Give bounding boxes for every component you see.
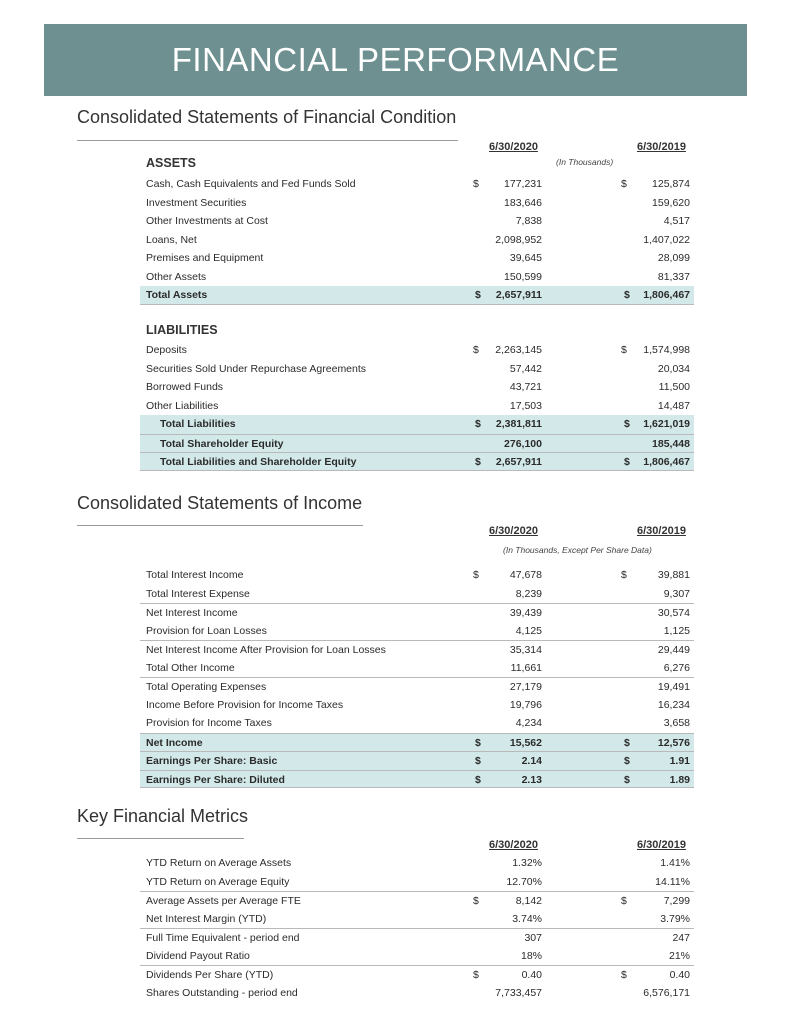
row-label: Earnings Per Share: Basic: [146, 755, 278, 767]
row-label: Shares Outstanding - period end: [146, 986, 298, 999]
column-header-2019: 6/30/2019: [637, 141, 686, 153]
table-row: [140, 622, 694, 641]
value-2020: 0.40: [521, 969, 542, 981]
row-label: Average Assets per Average FTE: [146, 895, 301, 907]
value-2020: 18%: [520, 949, 542, 962]
value-2020: 8,142: [515, 895, 542, 907]
value-2019: 16,234: [657, 698, 690, 711]
row-label: YTD Return on Average Assets: [146, 857, 292, 869]
row-label: Total Shareholder Equity: [160, 437, 284, 450]
table-row: [140, 947, 694, 966]
value-2020: 307: [524, 932, 542, 944]
value-2019: 6,576,171: [643, 986, 690, 999]
row-label: Total Other Income: [146, 661, 235, 674]
table-row: [140, 585, 694, 604]
currency-symbol: $: [475, 418, 481, 430]
assets-table: [140, 175, 694, 305]
table-row: [140, 341, 694, 360]
table-row: [140, 194, 694, 213]
value-2020: 7,838: [515, 215, 542, 227]
value-2020: 2.13: [521, 773, 542, 786]
table-row: [140, 965, 694, 984]
value-2019: 1,806,467: [643, 456, 690, 468]
value-2020: 1.32%: [512, 857, 542, 869]
currency-symbol: $: [475, 456, 481, 468]
value-2019: 185,448: [652, 437, 690, 450]
row-label: Other Liabilities: [146, 399, 219, 412]
value-2019: 1,574,998: [643, 344, 690, 356]
value-2020: 150,599: [504, 270, 542, 283]
row-label: Investment Securities: [146, 196, 247, 209]
value-2020: 3.74%: [512, 912, 542, 925]
section-divider: [77, 525, 363, 526]
table-row: [140, 397, 694, 416]
row-label: Full Time Equivalent - period end: [146, 932, 300, 944]
value-2019: 9,307: [663, 587, 690, 600]
table-row: [140, 910, 694, 929]
value-2019: 6,276: [663, 661, 690, 674]
currency-symbol: $: [624, 418, 630, 430]
table-row: [140, 659, 694, 678]
value-2020: 177,231: [504, 178, 542, 190]
value-2019: 4,517: [663, 215, 690, 227]
row-label: Other Investments at Cost: [146, 215, 268, 227]
section-divider: [77, 140, 458, 141]
row-label: Income Before Provision for Income Taxes: [146, 698, 344, 711]
currency-symbol: $: [473, 569, 479, 581]
value-2019: 3.79%: [660, 912, 690, 925]
value-2019: 1,621,019: [643, 418, 690, 430]
table-row: [140, 696, 694, 715]
row-label: Total Liabilities and Shareholder Equity: [160, 456, 357, 468]
row-label: Other Assets: [146, 270, 207, 283]
value-2019: 12,576: [657, 736, 690, 749]
total-row: [140, 770, 694, 789]
currency-symbol: $: [621, 969, 627, 981]
row-label: Total Liabilities: [160, 418, 236, 430]
row-label: Net Interest Margin (YTD): [146, 912, 267, 925]
value-2020: 39,439: [509, 607, 542, 619]
value-2020: 15,562: [509, 736, 542, 749]
table-row: [140, 175, 694, 194]
units-note: (In Thousands): [556, 157, 614, 167]
column-header-2020: 6/30/2020: [489, 839, 538, 851]
currency-symbol: $: [624, 456, 630, 468]
value-2020: 8,239: [515, 587, 542, 600]
currency-symbol: $: [475, 755, 481, 767]
currency-symbol: $: [624, 289, 630, 301]
row-label: Total Interest Income: [146, 569, 244, 581]
value-2020: 27,179: [509, 681, 542, 693]
table-row: [140, 873, 694, 892]
page-title: FINANCIAL PERFORMANCE: [171, 41, 620, 78]
row-label: Cash, Cash Equivalents and Fed Funds Sold: [146, 178, 356, 190]
total-row: [140, 415, 694, 434]
value-2020: 4,234: [515, 717, 542, 729]
currency-symbol: $: [624, 773, 630, 786]
row-label: Borrowed Funds: [146, 381, 224, 393]
value-2020: 2,657,911: [495, 289, 542, 301]
metrics-table: [140, 854, 694, 1002]
value-2019: 30,574: [657, 607, 690, 619]
value-2019: 1,806,467: [643, 289, 690, 301]
currency-symbol: $: [475, 773, 481, 786]
value-2020: 2,098,952: [495, 233, 542, 246]
value-2020: 12.70%: [506, 875, 542, 888]
table-row: [140, 854, 694, 873]
value-2019: 0.40: [669, 969, 690, 981]
value-2019: 1.89: [669, 773, 690, 786]
value-2020: 2,657,911: [495, 456, 542, 468]
row-label: Provision for Income Taxes: [146, 717, 272, 729]
currency-symbol: $: [621, 178, 627, 190]
table-row: [140, 249, 694, 268]
currency-symbol: $: [475, 736, 481, 749]
value-2019: 7,299: [663, 895, 690, 907]
table-row: [140, 984, 694, 1003]
value-2019: 1,407,022: [643, 233, 690, 246]
value-2020: 19,796: [509, 698, 542, 711]
income-table: [140, 566, 694, 788]
value-2020: 11,661: [510, 661, 542, 674]
total-row: [140, 452, 694, 471]
currency-symbol: $: [624, 755, 630, 767]
row-label: Net Interest Income: [146, 607, 238, 619]
value-2019: 29,449: [657, 644, 690, 656]
table-row: [140, 378, 694, 397]
row-label: Loans, Net: [146, 233, 197, 246]
section-divider: [77, 838, 244, 839]
row-label: Securities Sold Under Repurchase Agreements: [146, 362, 367, 375]
table-row: [140, 640, 694, 659]
value-2019: 20,034: [657, 362, 690, 375]
currency-symbol: $: [621, 895, 627, 907]
metrics-section-title: Key Financial Metrics: [77, 806, 249, 826]
row-label: Deposits: [146, 344, 187, 356]
value-2019: 159,620: [652, 196, 690, 209]
column-header-2019: 6/30/2019: [637, 839, 686, 851]
value-2020: 2.14: [521, 755, 542, 767]
row-label: Total Operating Expenses: [146, 681, 267, 693]
row-label: Net Interest Income After Provision for Loan Losses: [146, 644, 386, 656]
value-2019: 125,874: [652, 178, 690, 190]
value-2019: 1.41%: [660, 857, 690, 869]
table-row: [140, 212, 694, 231]
row-label: YTD Return on Average Equity: [146, 875, 290, 888]
assets-heading: ASSETS: [146, 156, 197, 170]
currency-symbol: $: [624, 736, 630, 749]
table-row: [140, 360, 694, 379]
value-2019: 1.91: [669, 755, 690, 767]
value-2020: 35,314: [509, 644, 542, 656]
row-label: Total Interest Expense: [146, 587, 250, 600]
value-2020: 276,100: [504, 437, 542, 450]
value-2020: 57,442: [509, 362, 542, 375]
total-row: [140, 751, 694, 770]
value-2019: 14,487: [657, 399, 690, 412]
value-2019: 11,500: [658, 381, 690, 393]
header-banner: [44, 24, 747, 96]
value-2019: 1,125: [663, 624, 690, 637]
table-row: [140, 714, 694, 733]
table-row: [140, 677, 694, 696]
value-2019: 19,491: [657, 681, 690, 693]
value-2019: 247: [672, 932, 690, 944]
row-label: Dividend Payout Ratio: [146, 949, 250, 962]
row-label: Premises and Equipment: [146, 252, 264, 264]
table-row: [140, 268, 694, 287]
currency-symbol: $: [621, 569, 627, 581]
currency-symbol: $: [473, 178, 479, 190]
row-label: Dividends Per Share (YTD): [146, 969, 274, 981]
currency-symbol: $: [475, 289, 481, 301]
value-2020: 2,381,811: [495, 418, 542, 430]
column-header-2020: 6/30/2020: [489, 141, 538, 153]
table-row: [140, 231, 694, 250]
table-row: [140, 891, 694, 910]
table-row: [140, 566, 694, 585]
total-row: [140, 286, 694, 305]
column-header-2019: 6/30/2019: [637, 525, 686, 537]
row-label: Total Assets: [146, 289, 208, 301]
currency-symbol: $: [473, 969, 479, 981]
value-2020: 183,646: [504, 196, 542, 209]
value-2020: 17,503: [509, 399, 542, 412]
value-2019: 28,099: [657, 252, 690, 264]
table-row: [140, 928, 694, 947]
liabilities-heading: LIABILITIES: [146, 323, 218, 337]
total-row: [140, 733, 694, 752]
column-header-2020: 6/30/2020: [489, 525, 538, 537]
currency-symbol: $: [621, 344, 627, 356]
value-2020: 7,733,457: [495, 986, 542, 999]
value-2020: 39,645: [509, 252, 542, 264]
row-label: Provision for Loan Losses: [146, 624, 267, 637]
total-row: [140, 434, 694, 453]
currency-symbol: $: [473, 895, 479, 907]
value-2019: 14.11%: [655, 875, 690, 888]
currency-symbol: $: [473, 344, 479, 356]
value-2019: 3,658: [663, 717, 690, 729]
value-2020: 43,721: [509, 381, 542, 393]
value-2020: 47,678: [509, 569, 542, 581]
value-2019: 21%: [668, 949, 690, 962]
units-note: (In Thousands, Except Per Share Data): [503, 545, 652, 555]
income-section-title: Consolidated Statements of Income: [77, 493, 363, 513]
value-2020: 4,125: [515, 624, 542, 637]
liabilities-table: [140, 341, 694, 471]
table-row: [140, 603, 694, 622]
row-label: Net Income: [146, 736, 203, 749]
row-label: Earnings Per Share: Diluted: [146, 773, 285, 786]
value-2019: 39,881: [657, 569, 690, 581]
value-2019: 81,337: [657, 270, 690, 283]
value-2020: 2,263,145: [495, 344, 542, 356]
condition-section-title: Consolidated Statements of Financial Condition: [77, 107, 457, 127]
